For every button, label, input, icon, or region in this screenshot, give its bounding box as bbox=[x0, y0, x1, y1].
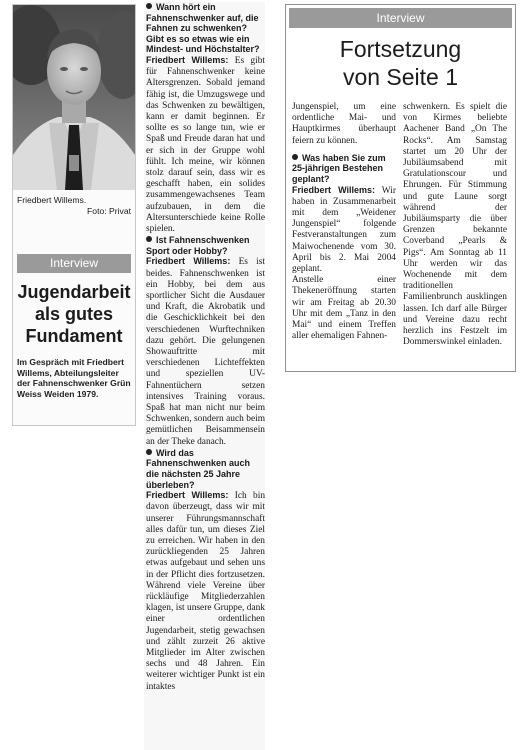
speaker-label: Friedbert Willems: bbox=[292, 184, 376, 195]
question-3-text: Wird das Fahnenschwenken auch die nächsten 25 Jahre überleben? bbox=[146, 447, 251, 490]
bullet-icon bbox=[146, 3, 152, 9]
answer-4 bbox=[292, 185, 396, 276]
speaker-label: Friedbert Willems: bbox=[146, 54, 229, 65]
speaker-label: Friedbert Willems: bbox=[146, 256, 231, 267]
bullet-icon bbox=[146, 449, 152, 455]
answer-3-text: Ich bin davon überzeugt, dass wir mit unserer Führungsmannschaft alles dafür tun, um dieses Ziel zu erreichen. Wir haben in den zurückliegenden 25 Jahren etwas aufgebaut und sehen uns in der Pflicht dies fortzusetzen. Während viele Vereine über rückläufige Mitgliederzahlen klagen, ist unsere Gruppe, dank einer ordentlichen Jugendarbeit, stetig gewachsen und zählt zurzeit 26 aktive Mitglieder im Alter zwischen sechs und 48 Jahren. Ein weiterer wichtiger Punkt ist ein intaktes bbox=[146, 491, 265, 692]
left-panel bbox=[12, 4, 136, 426]
left-intro: Im Gespräch mit Friedbert Willems, Abteilungsleiter der Fahnenschwenker Grün Weiss Weiden 1979. bbox=[17, 357, 131, 399]
col2-paragraph: schwenkern. Es spielt die von Kirmes beliebte Aachener Band „On The Rocks“. Am Samstag startet um 20 Uhr der Jubiläumsabend mit Gratulationscour und Ehrungen. Für Stimmung und gute Laune sorgt während der Jubiläumsparty die über Grenzen bekannte Coverband „Pearls & Pigs“. Am Sonntag ab 11 Uhr werden wir das Wochenende mit dem traditionellen Familienbrunch ausklingen lassen. Ich darf alle Bürger und Vereine dazu recht herzlich ins Festzelt im Dommerswinkel einladen. bbox=[403, 102, 507, 348]
right-headline bbox=[286, 35, 515, 91]
question-3 bbox=[146, 448, 265, 490]
bullet-icon bbox=[292, 154, 298, 160]
question-1-text: Wann hört ein Fahnenschwenker auf, die Fahnen zu schwenken? Gibt es so etwas wie ein Mindest- und Höchstalter? bbox=[146, 2, 260, 55]
left-headline: Jugendarbeit als gutes Fundament bbox=[17, 282, 131, 346]
speaker-label: Friedbert Willems: bbox=[146, 490, 229, 501]
answer-2-text: Es ist beides. Fahnenschwenken ist ein Hobby, bei dem aus sportlicher Sicht die Ausdauer und Kraft, die Akrobatik und die Geschicklichkeit bei den verschiedenen Wurftechniken dazu gehört. Die gelungenen Showauftritte mit verschiedenen Lichteffekten und speziellen UV-Fahnentüchern setzen intensives Training voraus. Spaß hat man nicht nur beim Schwenken, sondern auch beim gemütlichen Beisammensein an der Theke danach. bbox=[146, 257, 265, 447]
right-text-col-1 bbox=[292, 102, 396, 342]
question-2 bbox=[146, 235, 265, 256]
answer-1-text: Es gibt für Fahnenschwenker keine Altersgrenzen. Sobald jemand fähig ist, die Umzugswege und das Schwenken zu bewältigen, kann er damit beginnen. Er sollte es so lange tun, wie er Spaß und Freude daran hat und er sich in der Gruppe wohl fühlt. Ich meine, wir können stolz darauf sein, dass wir es geschafft haben, ein solides zusammengewachsenes Team aufzubauen, in dem die Altersunterschiede keine Rolle spielen. bbox=[146, 55, 265, 235]
question-4 bbox=[292, 153, 396, 185]
answer-4-text: Wir haben in Zusammenarbeit mit dem „Weidener Jungenspiel“ folgende Festveranstaltungen zum Maiwochenende vom 30. April bis 2. Mai 2004 geplant. bbox=[292, 185, 396, 275]
headline-line-2: von Seite 1 bbox=[342, 64, 459, 90]
bullet-icon bbox=[146, 236, 152, 242]
right-text-col-2 bbox=[403, 102, 507, 348]
question-2-text: Ist Fahnenschwenken Sport oder Hobby? bbox=[146, 235, 250, 256]
caption-name: Friedbert Willems. bbox=[17, 195, 87, 205]
col1-paragraph-2: Anstelle einer Thekeneröffnung starten wir am Freitag ab 20.30 Uhr mit dem „Tanz in den Mai“ und einem Treffen aller ehemaligen Fahnen- bbox=[292, 275, 396, 342]
photo-caption bbox=[17, 195, 131, 217]
question-4-text: Was haben Sie zum 25-jährigen Bestehen geplant? bbox=[292, 152, 386, 184]
portrait-illustration bbox=[13, 5, 135, 190]
headline-line-1: Fortsetzung bbox=[339, 36, 462, 62]
answer-2 bbox=[146, 256, 265, 447]
col1-paragraph-1: Jungenspiel, um eine ordentliche Mai- und Hauptkirmes überhaupt feiern zu können. bbox=[292, 102, 396, 146]
answer-3 bbox=[146, 490, 265, 693]
portrait-photo bbox=[13, 5, 135, 190]
continuation-box bbox=[285, 4, 516, 372]
right-interview-tag: Interview bbox=[289, 8, 512, 28]
answer-1 bbox=[146, 55, 265, 235]
caption-credit: Foto: Privat bbox=[87, 206, 131, 216]
question-1 bbox=[146, 2, 265, 55]
middle-column bbox=[144, 2, 265, 750]
left-interview-tag: Interview bbox=[17, 254, 131, 273]
